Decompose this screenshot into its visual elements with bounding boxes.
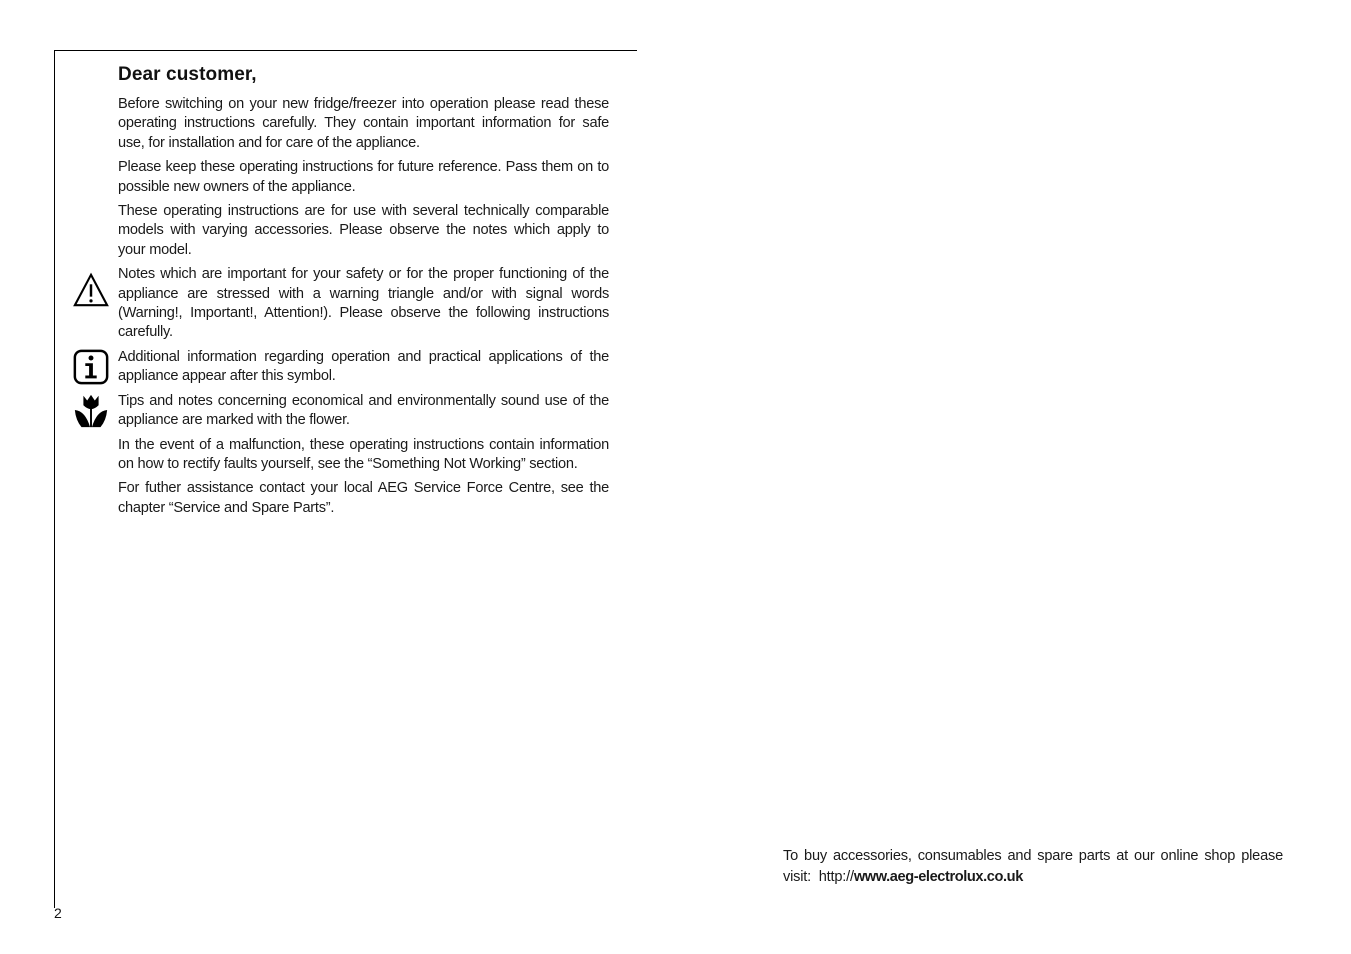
page-content: [118, 64, 609, 523]
online-shop-note: [783, 846, 1283, 888]
flower-icon: [72, 392, 110, 430]
page-title: Dear customer,: [118, 64, 257, 85]
shop-url: www.aeg-electrolux.co.uk: [853, 869, 1023, 885]
warning-note: [118, 265, 609, 343]
warning-triangle-icon: [72, 271, 110, 309]
page-border-left: [54, 50, 55, 908]
models-paragraph: These operating instructions are for use with several technically comparable models with varying accessories. Please observe the notes which apply to your model.: [118, 203, 609, 258]
keep-paragraph: Please keep these operating instructions for future reference. Pass them on to possible new owners of the appliance.: [118, 159, 609, 195]
service-paragraph: For futher assistance contact your local AEG Service Force Centre, see the chapter “Service and Spare Parts”.: [118, 480, 609, 516]
intro-paragraph: Before switching on your new fridge/freezer into operation please read these operating instructions carefully. They contain important information for safe use, for installation and for care of the appliance.: [118, 96, 609, 151]
eco-note: [118, 392, 609, 431]
info-icon: [72, 348, 110, 386]
shop-url-prefix: http://: [818, 869, 854, 885]
info-note: [118, 348, 609, 387]
eco-paragraph: Tips and notes concerning economical and environmentally sound use of the appliance are marked with the flower.: [118, 392, 609, 429]
page-border-top: [54, 50, 637, 51]
online-shop-text: To buy accessories, consumables and spare parts at our online shop please visit:: [783, 848, 1283, 885]
page-number: 2: [54, 905, 62, 921]
malfunction-paragraph: In the event of a malfunction, these operating instructions contain information on how to rectify faults yourself, see the “Something Not Working” section.: [118, 436, 609, 472]
warning-paragraph: Notes which are important for your safety or for the proper functioning of the appliance are stressed with a warning triangle and/or with signal words (Warning!, Important!, Attention!). Please observe the following instructions carefully.: [118, 266, 609, 341]
info-paragraph: Additional information regarding operation and practical applications of the appliance appear after this symbol.: [118, 348, 609, 385]
